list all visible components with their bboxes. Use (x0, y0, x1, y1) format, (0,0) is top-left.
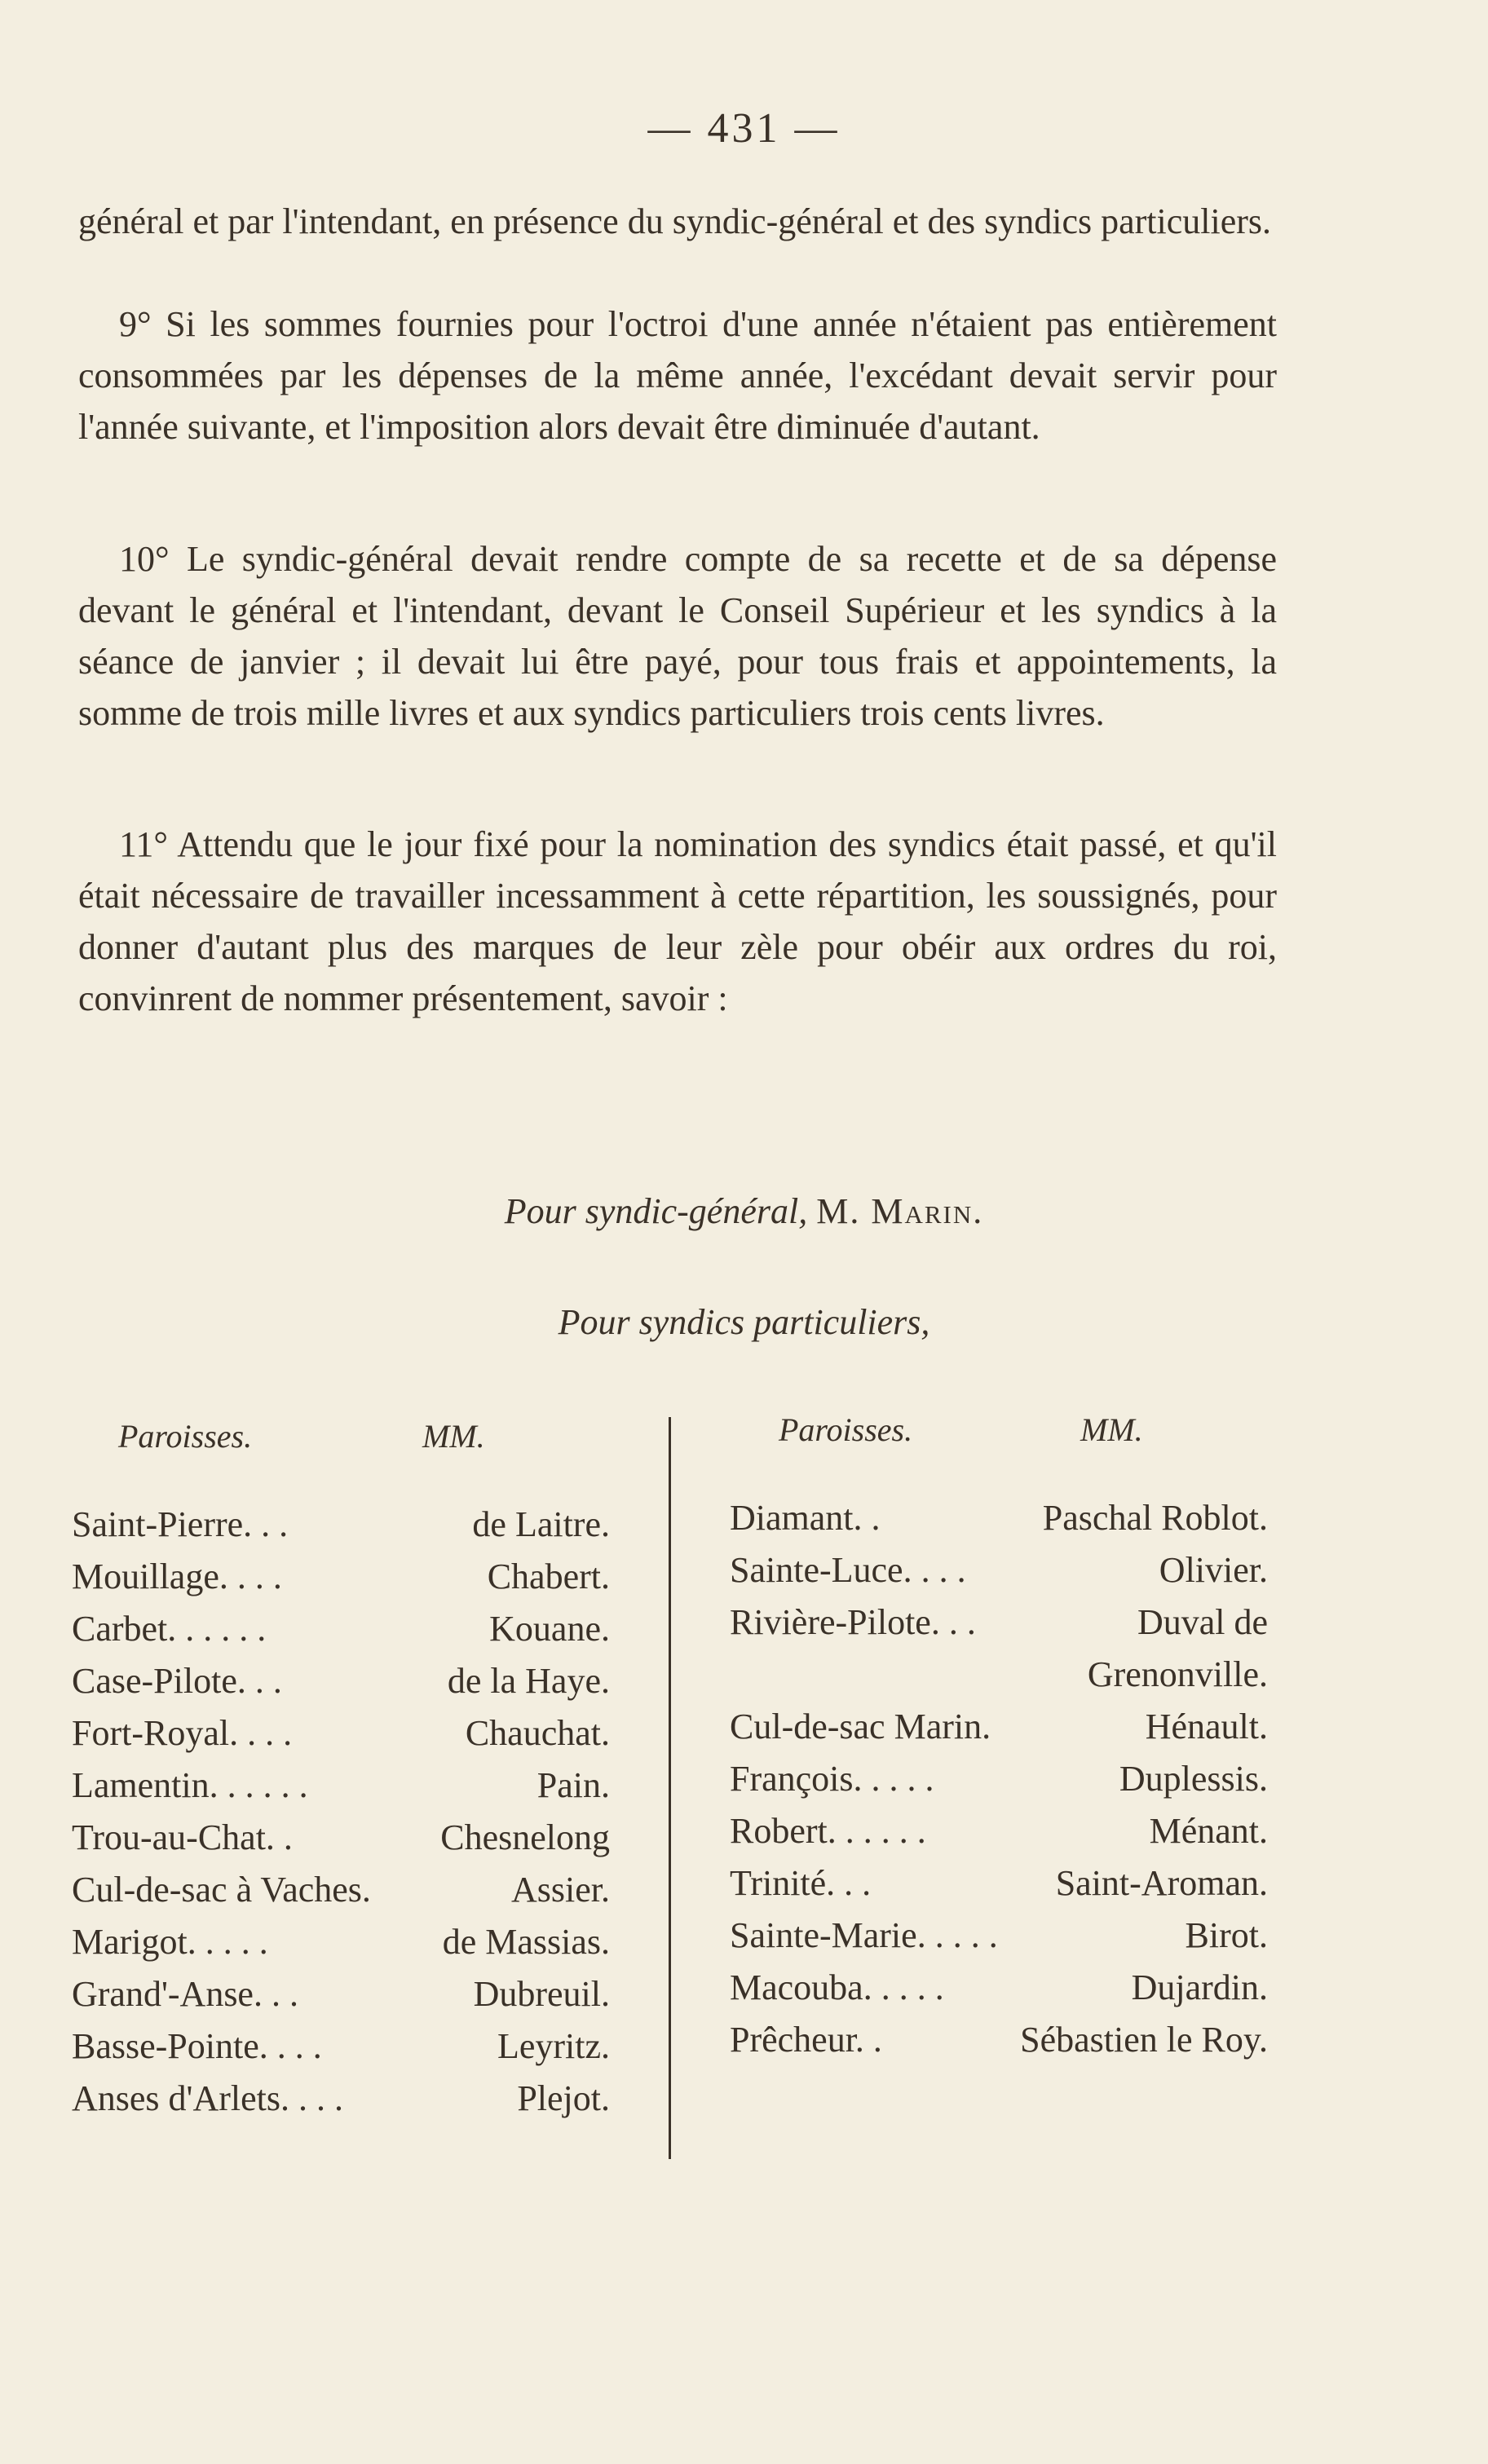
parish-name: Diamant. . (730, 1498, 881, 1538)
parish-row (730, 1753, 1268, 1805)
parish-row (72, 1707, 610, 1760)
parish-name: Rivière-Pilote. . . (730, 1602, 976, 1642)
syndic-name: Duplessis. (1119, 1759, 1268, 1799)
left-parish-table (72, 1499, 610, 2125)
parish-name: Trou-au-Chat. . (72, 1817, 293, 1857)
parish-name: Sainte-Luce. . . . (730, 1550, 966, 1590)
parish-row (72, 1655, 610, 1707)
parish-name: Sainte-Marie. . . . . (730, 1915, 998, 1955)
parish-name: Cul-de-sac à Vaches. (72, 1870, 371, 1910)
parish-row (730, 1857, 1268, 1910)
parish-name: Carbet. . . . . . (72, 1609, 267, 1649)
syndic-name: Olivier. (1159, 1550, 1268, 1590)
parish-name: Trinité. . . (730, 1863, 872, 1903)
parish-row (72, 1551, 610, 1603)
syndic-general-name: M. Marin. (816, 1191, 984, 1231)
parish-name: Mouillage. . . . (72, 1557, 282, 1596)
syndic-name: Sébastien le Roy. (1020, 2020, 1268, 2060)
syndic-general-label: Pour syndic-général, (504, 1191, 808, 1231)
parish-name: Fort-Royal. . . . (72, 1713, 293, 1753)
parish-row (730, 1649, 1268, 1701)
parish-row (730, 1962, 1268, 2014)
parish-row (730, 1492, 1268, 1544)
syndic-name: Paschal Roblot. (1042, 1498, 1268, 1538)
page-number: — 431 — (647, 105, 841, 152)
paragraph-continuation: général et par l'intendant, en présence du syndic-général et des syndics particuliers. (78, 201, 1272, 241)
parish-row (730, 1910, 1268, 1962)
parish-name: Cul-de-sac Marin. (730, 1707, 991, 1746)
parish-name: Basse-Pointe. . . . (72, 2026, 322, 2066)
syndic-name: Plejot. (517, 2078, 610, 2118)
syndic-name: Hénault. (1145, 1707, 1268, 1746)
left-mm-header: MM. (422, 1418, 485, 1455)
syndic-name: Birot. (1185, 1915, 1268, 1955)
parish-row (72, 1499, 610, 1551)
parish-row (72, 1812, 610, 1864)
parish-row (72, 1603, 610, 1655)
syndic-name: Leyritz. (497, 2026, 610, 2066)
parish-name: Saint-Pierre. . . (72, 1504, 289, 1544)
syndic-name: de la Haye. (447, 1661, 610, 1701)
parish-row (72, 2020, 610, 2073)
syndic-name: Chesnelong (440, 1817, 610, 1857)
paragraph-10: 10° Le syndic-général devait rendre compte de sa recette et de sa dépense devant le général et l'intendant, devant le Conseil Supérieur et les syndics à la séance de janvier ; il devait lui être payé, pour tous frais et appointements, la somme de trois mille livres et aux syndics particuliers trois cents livres. (78, 539, 1277, 733)
syndic-name: Chabert. (487, 1557, 610, 1596)
parish-row (730, 1596, 1268, 1649)
parish-name: Marigot. . . . . (72, 1922, 268, 1962)
parish-row (72, 1968, 610, 2020)
parish-name: Prêcheur. . (730, 2020, 882, 2060)
syndic-name: Dujardin. (1131, 1967, 1268, 2007)
paragraph-11: 11° Attendu que le jour fixé pour la nomination des syndics était passé, et qu'il était nécessaire de travailler incessamment à cette répartition, les soussignés, pour donner d'autant plus des marques de leur zèle pour obéir aux ordres du roi, convinrent de nommer présentement, savoir : (78, 824, 1277, 1018)
parish-row (730, 1544, 1268, 1596)
column-divider (669, 1417, 671, 2159)
parish-row (72, 2073, 610, 2125)
syndic-name: Chauchat. (465, 1713, 610, 1753)
parish-name: Anses d'Arlets. . . . (72, 2078, 344, 2118)
syndic-name: Pain. (536, 1765, 610, 1805)
syndic-name: Dubreuil. (473, 1974, 610, 2014)
syndic-name: Duval de (1137, 1602, 1268, 1642)
paragraph-9: 9° Si les sommes fournies pour l'octroi d'une année n'étaient pas entièrement consommées par les dépenses de la même année, l'excédant devait servir pour l'année suivante, et l'imposition alors devait être diminuée d'autant. (78, 304, 1277, 447)
syndic-general-line (0, 1190, 1488, 1232)
parish-name: François. . . . . (730, 1759, 934, 1799)
parish-name: Lamentin. . . . . . (72, 1765, 308, 1805)
parish-name: Macouba. . . . . (730, 1967, 944, 2007)
syndic-name: Ménant. (1149, 1811, 1268, 1851)
left-parishes-header: Paroisses. (118, 1418, 253, 1455)
parish-row (730, 1701, 1268, 1753)
parish-row (72, 1864, 610, 1916)
parish-name: Robert. . . . . . (730, 1811, 926, 1851)
syndic-name: Saint-Aroman. (1055, 1863, 1268, 1903)
syndic-name: de Laitre. (472, 1504, 610, 1544)
parish-name: Case-Pilote. . . (72, 1661, 282, 1701)
right-mm-header: MM. (1080, 1411, 1143, 1448)
parish-row (72, 1760, 610, 1812)
parish-name: Grand'-Anse. . . (72, 1974, 298, 2014)
syndic-name: Kouane. (489, 1609, 610, 1649)
parish-row (72, 1916, 610, 1968)
syndic-name: de Massias. (442, 1922, 610, 1962)
right-parishes-header: Paroisses. (779, 1411, 913, 1448)
right-parish-table (730, 1492, 1268, 2066)
syndic-name: Grenonville. (1087, 1654, 1268, 1694)
parish-row (730, 1805, 1268, 1857)
syndics-heading: Pour syndics particuliers, (558, 1302, 930, 1342)
parish-row (730, 2014, 1268, 2066)
syndic-name: Assier. (511, 1870, 610, 1910)
